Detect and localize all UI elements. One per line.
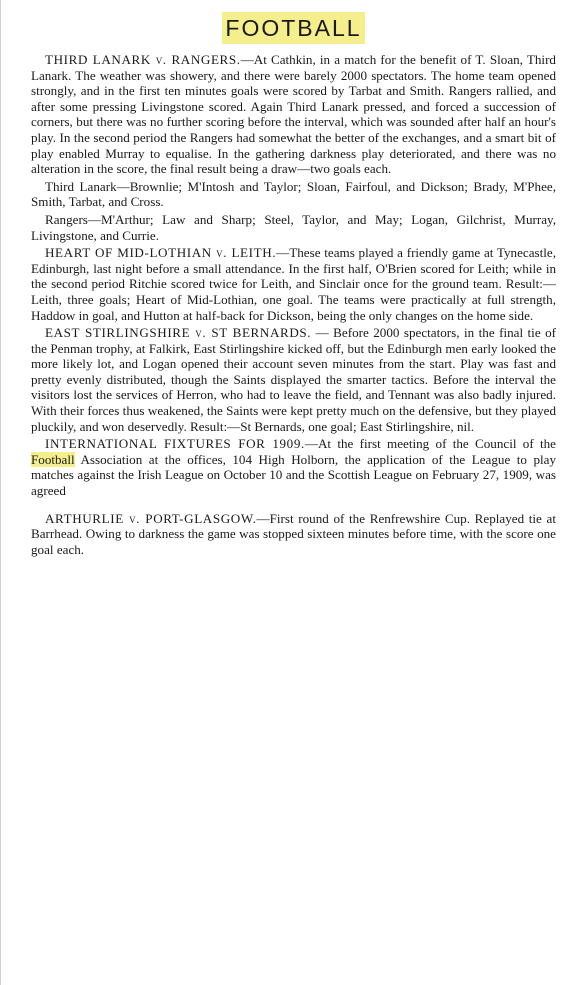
article-lead: THIRD LANARK v. RANGERS. [45,52,241,67]
section-title: FOOTBALL [222,12,364,44]
team-list-rangers [31,212,556,243]
article-arthurlie-port-glasgow [31,511,556,558]
article-body: —First round of the Renfrewshire Cup. Replayed tie at Barrhead. Owing to darkness the game was stopped sixteen minutes before time, with the score one goal each. [31,510,556,557]
article-third-lanark-rangers [31,52,556,177]
highlighted-term: Football [31,451,75,467]
article-body: — Before 2000 spectators, in the final tie of the Penman trophy, at Falkirk, East Stirlingshire kicked off, but the Edinburgh men early looked the more likely lot, and Logan opened their account seven minutes from the start. Play was fast and pretty evenly distributed, though the Saints displayed the smarter tactics. Before the interval the visitors lost the services of Herron, who had to leave the field, and Tennant was also badly injured. With their forces thus weakened, the Saints were kept pretty much on the defensive, but they played pluckily, and won deservedly. Result:—St Bernards, one goal; East Stirlingshire, nil. [31,325,556,434]
article-hearts-leith [31,245,556,323]
article-lead: ARTHURLIE v. PORT-GLASGOW. [45,510,257,526]
team-list-text: Rangers—M'Arthur; Law and Sharp; Steel, Taylor, and May; Logan, Gilchrist, Murray, Livingstone, and Currie. [31,211,556,243]
team-list-text: Third Lanark—Brownlie; M'Intosh and Taylor; Sloan, Fairfoul, and Dickson; Brady, M'Phee, Smith, Tarbat, and Cross. [31,178,556,210]
article-lead: HEART OF MID-LOTHIAN v. LEITH. [45,245,277,261]
article-east-stirlingshire-st-bernards [31,325,556,434]
article-body: Association at the offices, 104 High Holborn, the application of the League to play matches against the Irish League on October 10 and the Scottish League on February 27, 1909, was agreed [31,451,556,499]
article-lead: EAST STIRLINGSHIRE v. ST BERNARDS. [45,325,312,341]
article-body: —At the first meeting of the Council of the [304,436,556,452]
article-body: —At Cathkin, in a match for the benefit of T. Sloan, Third Lanark. The weather was showery, and there were barely 2000 spectators. The home team opened strongly, and in the first ten minutes goals were scored by Tarbat and Smith. Rangers rallied, and after some pressing Livingstone scored. Again Third Lanark pressed, and forced a succession of corners, but there was no further scoring before the interval, which was sounded after half an hour's play. In the second period the Rangers had somewhat the better of the exchanges, and a smart bit of play enabled Murray to equalise. In the gathering darkness play deteriorated, and there was no alteration in the score, the final result being a draw—two goals each. [31,52,556,177]
article-international-fixtures [31,436,556,498]
column-break [31,501,556,511]
team-list-third-lanark [31,179,556,210]
heading-row [31,12,556,48]
article-lead: INTERNATIONAL FIXTURES FOR 1909. [45,436,305,452]
article-body: —These teams played a friendly game at Tynecastle, Edinburgh, last night before a small attendance. In the first half, O'Brien scored for Leith; while in the second period Ritchie scored twice for Leith, and Sinclair once for the ground team. Result:—Leith, three goals; Heart of Mid-Lothian, one goal. The teams were practically at full strength, Haddow in goal, and Hutton at half-back for Dickson, being the only changes on the home side. [31,245,556,323]
